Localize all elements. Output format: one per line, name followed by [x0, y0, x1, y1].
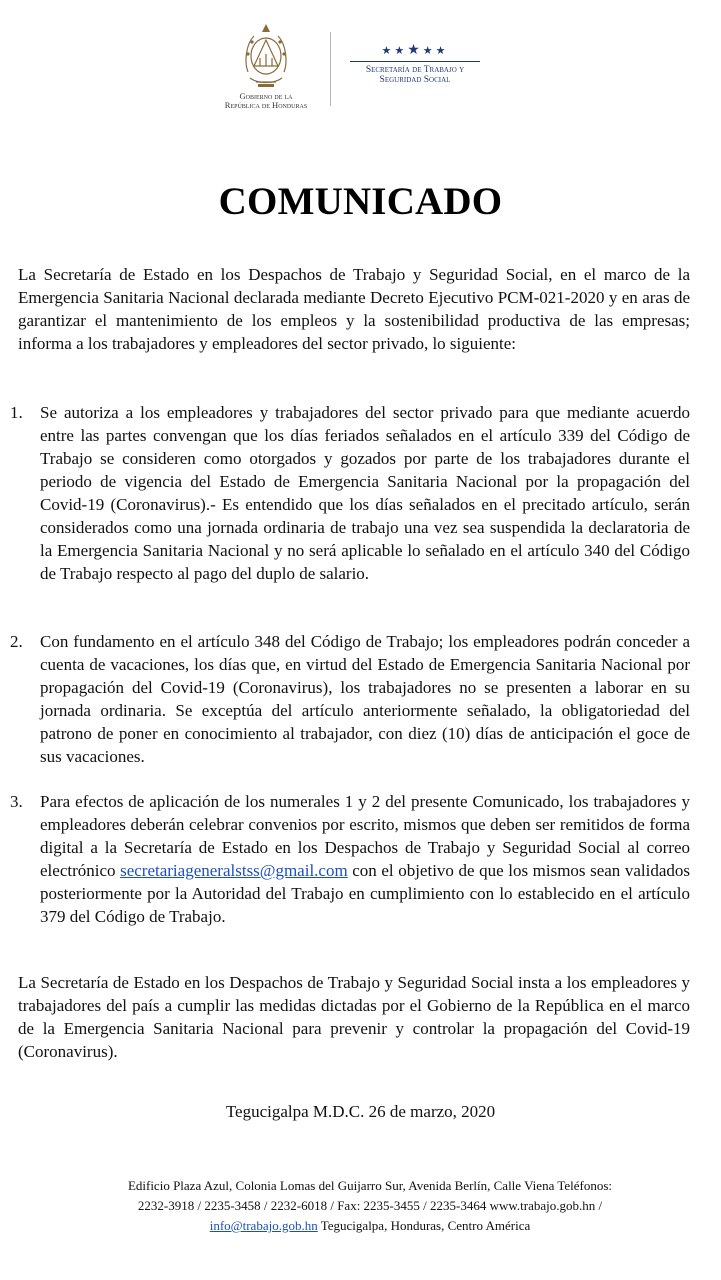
list-item-1: [10, 401, 690, 585]
footer: [60, 1176, 680, 1236]
header-divider: [330, 32, 331, 106]
footer-address: Edificio Plaza Azul, Colonia Lomas del Guijarro Sur, Avenida Berlín, Calle Viena Teléfonos:: [127, 1178, 613, 1193]
list-item-number: 3.: [10, 792, 23, 811]
list-item-text: Se autoriza a los empleadores y trabajadores del sector privado para que mediante acuerdo entre las partes convengan que los días feriados señalados en el artículo 339 del Código de Trabajo se consideren como otorgados y gozados por parte de los trabajadores durante el periodo de vigencia del Estado de Emergencia Sanitaria Nacional por la propagación del Covid-19 (Coronavirus).- Es entendido que los días señalados en el precitado artículo, serán considerados como una jornada ordinaria de trabajo una vez sea suspendida la declaratoria de la Emergencia Sanitaria Nacional y no será aplicable lo señalado en el artículo 340 del Código de Trabajo respecto al pago del duplo de salario.: [40, 403, 690, 583]
list-item-2: [10, 630, 690, 768]
list-item-text: Con fundamento en el artículo 348 del Código de Trabajo; los empleadores podrán conceder a cuenta de vacaciones, los días que, en virtud del Estado de Emergencia Sanitaria Nacional por propagación del Covid-19 (Coronavirus), los trabajadores no se presenten a laborar en su jornada ordinaria. Se exceptúa del artículo anteriormente señalado, la obligatoriedad del patrono de poner en conocimiento al trabajador, con diez (10) días de anticipación el goce de sus vacaciones.: [40, 632, 690, 766]
list-item-text-after: con el objetivo de que los mismos sean validados posteriormente por la Autoridad del Trabajo en cumplimiento con lo establecido en el artículo 379 del Código de Trabajo.: [40, 861, 691, 926]
intro-paragraph: La Secretaría de Estado en los Despachos de Trabajo y Seguridad Social, en el marco de la Emergencia Sanitaria Nacional declarada mediante Decreto Ejecutivo PCM-021-2020 y en aras de garantizar el mantenimiento de los empleos y la sostenibilidad productiva de las empresas; informa a los trabajadores y empleadores del sector privado, lo siguiente:: [18, 265, 690, 353]
closing-paragraph: La Secretaría de Estado en los Despachos de Trabajo y Seguridad Social insta a los empleadores y trabajadores del país a cumplir las medidas dictadas por el Gobierno de la República en el marco de la Emergencia Sanitaria Nacional para prevenir y controlar la propagación del Covid-19 (Coronavirus).: [18, 973, 690, 1061]
secretaria-email-link[interactable]: secretariageneralstss@gmail.com: [120, 861, 348, 880]
list-item-text: [40, 790, 690, 928]
coat-of-arms-icon: [240, 22, 292, 90]
ministry-logo-block: [345, 44, 485, 85]
document-title: COMUNICADO: [218, 180, 503, 223]
ministry-name-line2: Seguridad Social: [379, 75, 451, 85]
footer-contact-line: [60, 1216, 680, 1236]
date-line: Tegucigalpa M.D.C. 26 de marzo, 2020: [225, 1102, 496, 1121]
ministry-name: [345, 65, 485, 85]
footer-phones: 2232-3918 / 2235-3458 / 2232-6018 / Fax: 2235-3455 / 2235-3464 www.trabajo.gob.hn /: [137, 1198, 603, 1213]
government-name-line2: República de Honduras: [224, 100, 308, 110]
list-item-text-before: Para efectos de aplicación de los numerales 1 y 2 del presente Comunicado, los trabajadores y empleadores deberán celebrar convenios por escrito, mismos que deben ser remitidos de forma digital a la Secretaría de Estado en los Despachos de Trabajo y Seguridad Social al correo electrónico: [40, 792, 690, 880]
info-email-link[interactable]: info@trabajo.gob.hn: [209, 1218, 318, 1233]
stars-icon: ★★★★★: [381, 42, 449, 58]
list-item-3: [10, 790, 690, 928]
government-logo-block: [212, 22, 320, 110]
ministry-name-line1: Secretaría de Trabajo y: [365, 65, 465, 75]
list-item-number: 2.: [10, 632, 23, 651]
letterhead: [0, 22, 721, 122]
government-name: [212, 92, 320, 110]
ministry-rule: [350, 61, 480, 62]
list-item-number: 1.: [10, 403, 23, 422]
footer-location: Tegucigalpa, Honduras, Centro América: [320, 1218, 531, 1233]
government-name-line1: Gobierno de la: [239, 91, 293, 101]
